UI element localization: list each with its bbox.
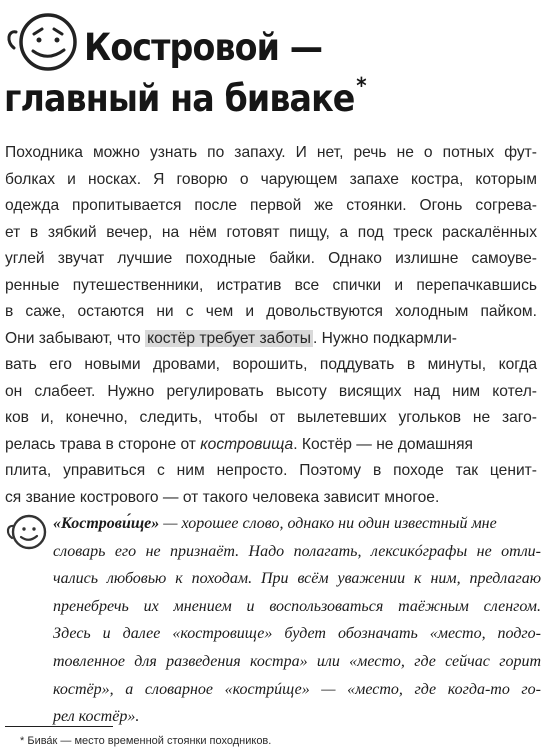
- body-line: одежда пропитывается после первой же стоянки. Огонь согрева-: [5, 197, 537, 214]
- footnote-text: Бива́к — место временной стоянки походников.: [27, 735, 272, 747]
- body-line: ков и, конечно, следить, чтобы от вылетевших угольков не заго-: [5, 409, 537, 426]
- footnote: [20, 735, 271, 747]
- footnote-marker: *: [356, 74, 366, 99]
- body-line: болках и носках. Я говорю о чарующем запахе костра, которым: [5, 170, 537, 188]
- body-line: ет в зябкий вечер, на нём готовят пищу, а под треск раскалённых: [5, 223, 537, 241]
- body-line: [5, 326, 537, 353]
- body-line: Походника можно узнать по запаху. И нет, речь не о потных фут-: [5, 144, 537, 161]
- sidebar-note: [53, 510, 541, 731]
- body-text-segment: Они забывают, что: [5, 329, 141, 347]
- body-text-segment: . Нужно подкармли-: [312, 329, 458, 347]
- note-line: [53, 510, 541, 538]
- highlighted-phrase: костёр требует заботы: [147, 329, 311, 347]
- chapter-title-line-2: [4, 74, 366, 120]
- body-line: ся звание кострового — от такого человека зависит многое.: [5, 488, 440, 506]
- footnote-divider: [5, 726, 113, 727]
- note-line: рел костёр».: [53, 708, 140, 726]
- smiley-face-icon: [4, 8, 80, 72]
- note-text-segment: — хорошее слово, однако ни один известный мне: [159, 515, 497, 532]
- body-line: в саже, остаются ни с чем и довольствуются холодным пайком.: [5, 303, 537, 320]
- note-line: словарь его не признаёт. Надо полагать, лексикóграфы не отли-: [53, 542, 541, 560]
- note-line: костёр», а словарное «кострúще» — «место, где когда-то го-: [53, 680, 541, 698]
- body-line: вать его новыми дровами, ворошить, поддувать в минуты, когда: [5, 356, 537, 373]
- chapter-title-line-1: Костровой —: [84, 26, 323, 69]
- body-paragraph: [5, 140, 537, 511]
- smiley-face-icon: [5, 508, 47, 552]
- chapter-title-text: главный на биваке: [4, 77, 355, 120]
- body-line: [5, 432, 537, 459]
- note-line: чались любовью к походам. При всём уважении к ним, предлагаю: [53, 570, 541, 588]
- body-line: ренные путешественники, истратив все спички и перепачкавшись: [5, 276, 537, 294]
- note-term: «Кострови́ще»: [53, 515, 160, 532]
- footnote-marker: *: [20, 735, 25, 747]
- body-line: углей звучат лучшие походные байки. Однако излишне самоуве-: [5, 250, 537, 267]
- body-text-segment: . Костёр — не домашняя: [293, 435, 473, 453]
- chapter-header: [0, 0, 548, 120]
- body-line: плита, управиться с ним непросто. Поэтому в походе так ценит-: [5, 462, 537, 479]
- body-text-segment: релась трава в стороне от: [5, 435, 196, 453]
- note-line: Здесь и далее «костровище» будет обозначать «место, подго-: [53, 625, 541, 643]
- body-line: он слабеет. Нужно регулировать высоту висящих над ним котел-: [5, 382, 537, 400]
- note-line: товленное для разведения костра» или «место, где сейчас горит: [53, 652, 541, 670]
- note-line: пренебречь их мнением и воспользоваться таёжным сленгом.: [53, 597, 541, 615]
- italic-term: костровища: [200, 435, 294, 453]
